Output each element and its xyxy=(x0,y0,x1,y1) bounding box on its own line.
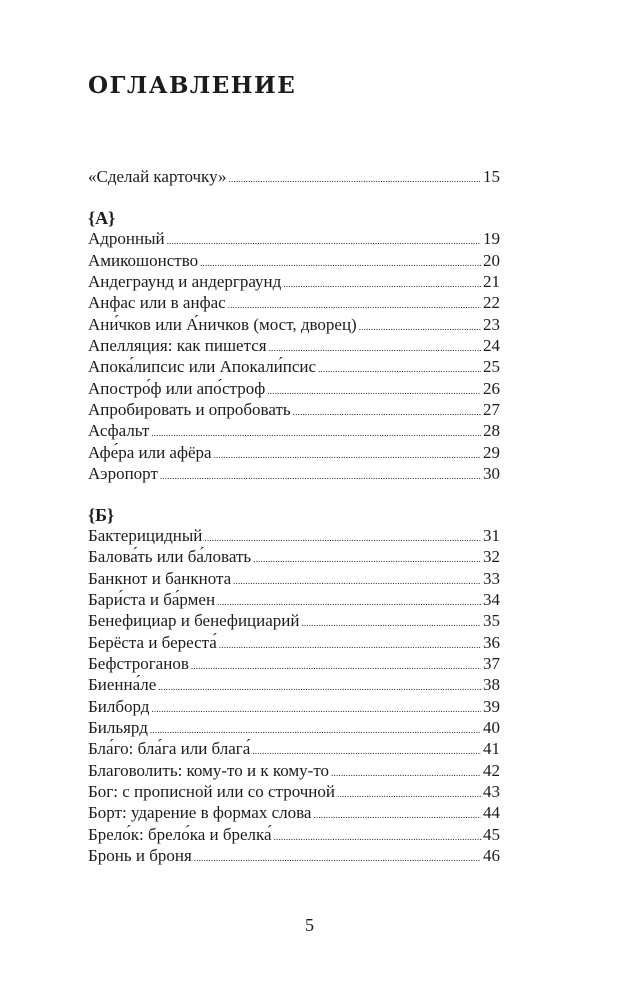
toc-entry-label: Адронный xyxy=(88,229,165,248)
toc-entry-label: Бефстроганов xyxy=(88,654,189,673)
toc-entry-page: 33 xyxy=(483,569,500,588)
dot-leader xyxy=(158,676,481,698)
toc-entry-page: 45 xyxy=(483,825,500,844)
toc-entry[interactable] xyxy=(88,653,500,675)
toc-entry-page: 15 xyxy=(483,167,500,186)
toc-entry-label: Аэропорт xyxy=(88,464,158,483)
toc-entry-label: Брело́к: брело́ка и брелка́ xyxy=(88,825,272,844)
toc-entry-label: Балова́ть или ба́ловать xyxy=(88,547,252,566)
toc-entry-label: Бенефициар и бенефициарий xyxy=(88,611,300,630)
toc-entry-label: Бильярд xyxy=(88,718,148,737)
toc-entry-label: Апробировать и опробовать xyxy=(88,400,291,419)
toc-entry-label: Биенна́ле xyxy=(88,675,157,694)
toc-entry[interactable] xyxy=(88,802,500,824)
toc-entry[interactable] xyxy=(88,228,500,250)
toc-entry[interactable] xyxy=(88,781,500,803)
toc-entry-label: Амикошонство xyxy=(88,251,199,270)
toc-entry-page: 28 xyxy=(483,421,500,440)
toc-entry[interactable] xyxy=(88,845,500,867)
toc-entry[interactable] xyxy=(88,314,500,336)
dot-leader xyxy=(167,230,481,252)
toc-entry-label: Апока́липсис или Апокали́псис xyxy=(88,357,317,376)
section-heading-a: {А} xyxy=(88,208,116,228)
toc-entry-page: 25 xyxy=(483,357,500,376)
toc-entry-page: 20 xyxy=(483,251,500,270)
toc-entry[interactable] xyxy=(88,356,500,378)
toc-entry[interactable] xyxy=(88,760,500,782)
toc-entry-page: 43 xyxy=(483,782,500,801)
page-title: ОГЛАВЛЕНИЕ xyxy=(88,72,297,99)
toc-entry-page: 34 xyxy=(483,590,500,609)
toc-entry-label: Бактерицидный xyxy=(88,526,203,545)
dot-leader xyxy=(318,358,481,380)
toc-entry-page: 26 xyxy=(483,379,500,398)
toc-entry-label: Бла́го: бла́га или блага́ xyxy=(88,739,251,758)
toc-entry-label: Анфас или в анфас xyxy=(88,293,226,312)
toc-entry[interactable] xyxy=(88,463,500,485)
toc-entry-page: 39 xyxy=(483,697,500,716)
toc-entry-label: Апостро́ф или апо́строф xyxy=(88,379,266,398)
toc-entry-label: Афе́ра или афёра xyxy=(88,443,212,462)
toc-entry[interactable] xyxy=(88,399,500,421)
toc-entry[interactable] xyxy=(88,674,500,696)
toc-entry-page: 32 xyxy=(483,547,500,566)
toc-entry-label: Банкнот и банкнота xyxy=(88,569,232,588)
toc-entry[interactable] xyxy=(88,610,500,632)
dot-leader xyxy=(301,612,481,634)
toc-entry-page: 42 xyxy=(483,761,500,780)
toc-entry[interactable] xyxy=(88,420,500,442)
toc-entry-page: 44 xyxy=(483,803,500,822)
dot-leader xyxy=(228,294,481,316)
toc-entry-label: Асфальт xyxy=(88,421,150,440)
toc-entry[interactable] xyxy=(88,824,500,846)
toc-entry-page: 29 xyxy=(483,443,500,462)
toc-entry-page: 36 xyxy=(483,633,500,652)
dot-leader xyxy=(151,422,481,444)
toc-entry-label: «Сделай карточку» xyxy=(88,167,227,186)
toc-entry-page: 30 xyxy=(483,464,500,483)
toc-entry-page: 40 xyxy=(483,718,500,737)
toc-entry[interactable] xyxy=(88,738,500,760)
toc-entry[interactable] xyxy=(88,442,500,464)
toc-entry[interactable] xyxy=(88,568,500,590)
toc-entry[interactable] xyxy=(88,292,500,314)
toc-entry[interactable] xyxy=(88,271,500,293)
toc-entry-page: 22 xyxy=(483,293,500,312)
toc-entry[interactable] xyxy=(88,717,500,739)
toc-entry-page: 24 xyxy=(483,336,500,355)
toc-entry-label: Апелляция: как пишется xyxy=(88,336,267,355)
section-heading-b: {Б} xyxy=(88,505,115,525)
toc-entry-label: Билборд xyxy=(88,697,150,716)
dot-leader xyxy=(253,548,481,570)
toc-entry-page: 21 xyxy=(483,272,500,291)
toc-entry-page: 19 xyxy=(483,229,500,248)
toc-entry-label: Бари́ста и ба́рмен xyxy=(88,590,216,609)
toc-entry-label: Андеграунд и андерграунд xyxy=(88,272,282,291)
toc-entry-label: Борт: ударение в формах слова xyxy=(88,803,312,822)
toc-entry[interactable] xyxy=(88,546,500,568)
dot-leader xyxy=(313,804,481,826)
toc-entry-page: 23 xyxy=(483,315,500,334)
toc-entry[interactable] xyxy=(88,378,500,400)
dot-leader xyxy=(229,168,482,190)
toc-entry[interactable] xyxy=(88,632,500,654)
toc-entry[interactable] xyxy=(88,589,500,611)
toc-entry-page: 31 xyxy=(483,526,500,545)
toc-entry[interactable] xyxy=(88,250,500,272)
toc-entry-page: 35 xyxy=(483,611,500,630)
toc-entry[interactable] xyxy=(88,696,500,718)
toc-entry-label: Благоволить: кому-то и к кому-то xyxy=(88,761,330,780)
dot-leader xyxy=(252,740,481,762)
toc-entry-page: 27 xyxy=(483,400,500,419)
toc-entry-label: Берёста и береста́ xyxy=(88,633,217,652)
toc-entry-page: 41 xyxy=(483,739,500,758)
dot-leader xyxy=(160,465,481,487)
toc-entry[interactable] xyxy=(88,525,500,547)
page-number: 5 xyxy=(305,915,314,935)
toc-entry-intro[interactable] xyxy=(88,166,500,188)
dot-leader xyxy=(194,847,481,869)
toc-entry-label: Бог: с прописной или со строчной xyxy=(88,782,335,801)
toc-entry-page: 37 xyxy=(483,654,500,673)
toc-entry-page: 46 xyxy=(483,846,500,865)
toc-entry-label: Ани́чков или А́ничков (мост, дворец) xyxy=(88,315,357,334)
toc-entry-page: 38 xyxy=(483,675,500,694)
toc-entry-label: Бронь и броня xyxy=(88,846,192,865)
toc-entry[interactable] xyxy=(88,335,500,357)
